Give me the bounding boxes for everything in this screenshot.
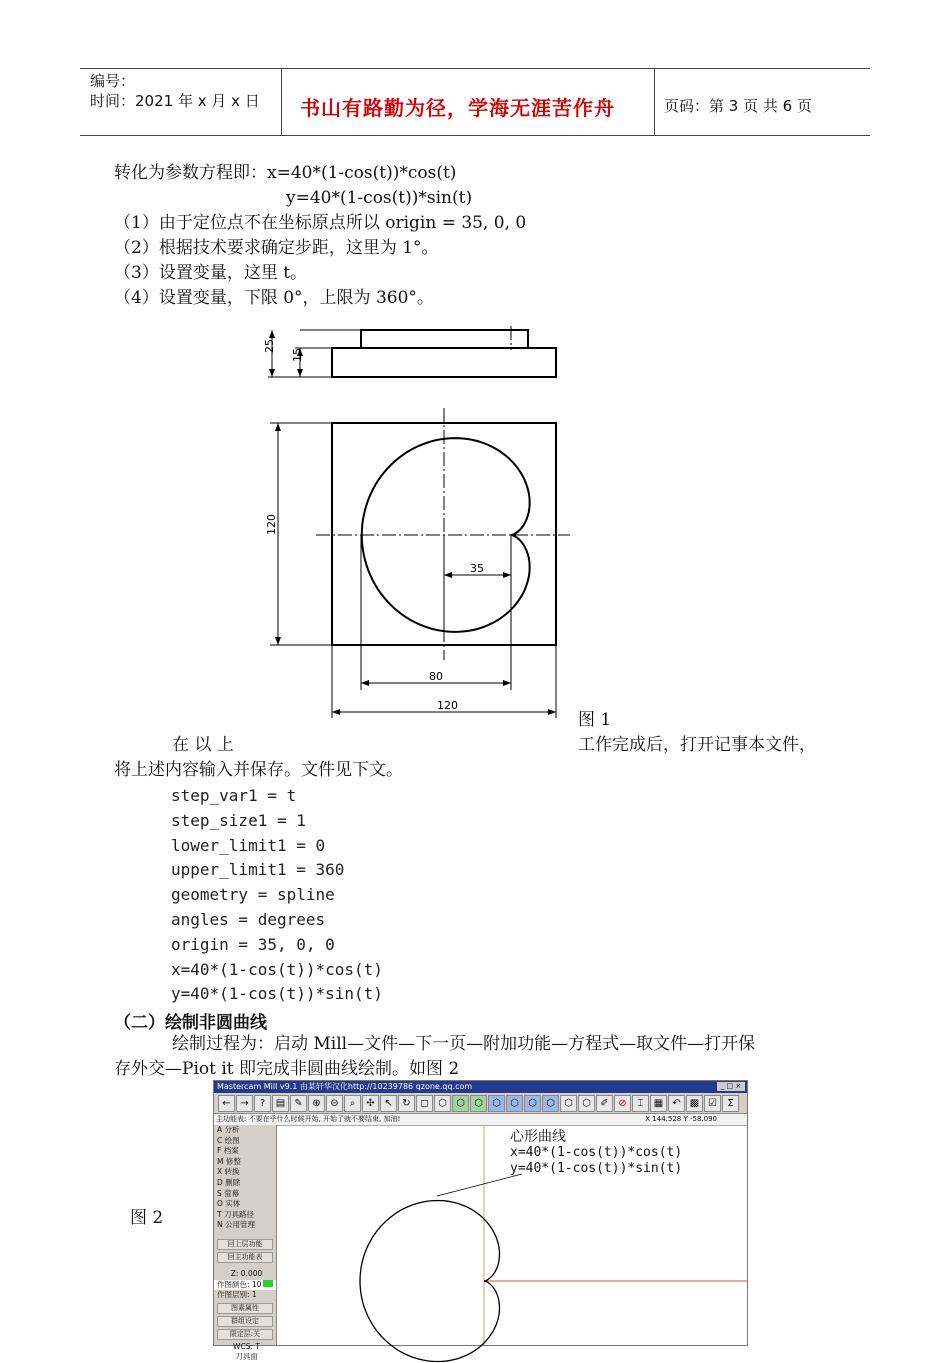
cplane-top-icon[interactable]: ⬡ [488,1095,505,1112]
code-line: upper_limit1 = 360 [171,860,345,880]
cube-alt-icon[interactable]: ⬡ [578,1095,595,1112]
edit-icon[interactable]: ✎ [290,1095,307,1112]
procedure-line-1: 绘制过程为：启动 Mill—文件—下一页—附加功能—方程式—取文件—打开保 [172,1034,756,1054]
step-1: （1）由于定位点不在坐标原点所以 origin = 35, 0, 0 [114,213,527,233]
code-line: lower_limit1 = 0 [171,835,326,855]
header-divider-2 [654,68,655,136]
tool-plane-setting[interactable]: 刀具面 [235,1352,258,1362]
dimension-icon[interactable]: ⌶ [632,1095,649,1112]
figure-1-drawing [250,320,580,720]
status-bar [214,1114,747,1126]
code-block [171,784,383,1007]
undo-icon[interactable]: ↶ [668,1095,685,1112]
menu-item-create[interactable]: C 绘图 [217,1135,240,1145]
view-side-icon[interactable]: ⬡ [452,1095,469,1112]
header-motto: 书山有路勤为径，学海无涯苦作舟 [300,96,615,120]
pan-icon[interactable]: ✣ [362,1095,379,1112]
z-depth[interactable]: Z: 0.000 [230,1268,263,1278]
header-divider-1 [281,68,282,136]
main-menu-button[interactable]: 回主功能表 [217,1252,273,1263]
color-setting[interactable] [214,1280,276,1291]
window-controls[interactable]: _ □ × [717,1082,745,1091]
view-iso-icon[interactable]: ⬡ [470,1095,487,1112]
figure-2-caption: 图 2 [130,1208,164,1228]
menu-item-xform[interactable]: X 转换 [217,1167,240,1177]
header-bottom-rule [80,135,870,136]
paint-icon[interactable]: ✐ [596,1095,613,1112]
file-icon[interactable]: ▤ [272,1095,289,1112]
leader-line [437,1174,522,1196]
procedure-line-2: 存外交—Piot it 即完成非圆曲线绘制。如图 2 [114,1059,460,1079]
dim-25: 25 [263,339,276,353]
curve-label-title: 心形曲线 [510,1129,566,1145]
paragraph-line-2: 将上述内容输入并保存。文件见下文。 [114,760,403,780]
main-menu [214,1125,277,1362]
dim-35: 35 [470,562,484,575]
dim-120-vertical: 120 [265,514,278,535]
doc-time-label: 时间：2021 年 x 月 x 日 [90,92,260,110]
forward-icon[interactable]: → [236,1095,253,1112]
paragraph-right-fragment: 工作完成后，打开记事本文件， [578,735,816,755]
cplane-side-icon[interactable]: ⬡ [524,1095,541,1112]
view-top-icon[interactable]: ◻ [416,1095,433,1112]
view-front-icon[interactable]: ⬡ [434,1095,451,1112]
step-4: （4）设置变量，下限 0°，上限为 360°。 [114,288,434,308]
menu-item-analyze[interactable]: A 分析 [217,1125,240,1134]
status-text: 主功能表: 不要在乎什么时候开始, 开始了就不要结束, 加油! [216,1115,401,1123]
mastercam-screenshot [213,1080,748,1362]
curve-label-x: x=40*(1-cos(t))*cos(t) [510,1145,683,1160]
dim-80: 80 [429,670,443,683]
zoom-icon[interactable]: ⌕ [344,1095,361,1112]
coordinate-readout: X 144.528 Y -58.090 [645,1115,717,1123]
window-titlebar [214,1081,747,1093]
back-menu-button[interactable]: 回上层功能 [217,1239,273,1250]
dim-120-horizontal: 120 [437,699,458,712]
groups-button[interactable]: 群组设定 [217,1316,273,1327]
select-icon[interactable]: ↖ [380,1095,397,1112]
window-title: Mastercam Mill v9.1 由某轩华汉化http://10239786 qzone.qq.com [217,1082,473,1091]
code-line: y=40*(1-cos(t))*sin(t) [171,984,383,1004]
doc-number-label: 编号： [90,72,136,90]
base-rect [332,348,556,377]
menu-item-modify[interactable]: M 修整 [217,1156,241,1166]
param-equation-line1: 转化为参数方程即：x=40*(1-cos(t))*cos(t) [114,163,457,183]
menu-item-file[interactable]: F 档案 [217,1146,239,1156]
figure-1-caption: 图 1 [578,710,612,730]
code-line: geometry = spline [171,885,335,905]
mask-button[interactable]: 限定层:关 [217,1329,273,1340]
sigma-icon[interactable]: Σ [722,1095,739,1112]
paragraph-left-fragment: 在 以 上 [172,735,234,755]
menu-item-screen[interactable]: S 萤幕 [217,1188,240,1198]
step-3: （3）设置变量，这里 t。 [114,263,308,283]
toolbar [214,1093,747,1114]
level-setting[interactable]: 作图层别: 1 [217,1290,257,1300]
cplane-iso-icon[interactable]: ⬡ [542,1095,559,1112]
step-2: （2）根据技术要求确定步距，这里为 1°。 [114,238,439,258]
menu-item-delete[interactable]: D 删除 [217,1177,241,1187]
code-line: angles = degrees [171,909,326,929]
page-number-label: 页码：第 3 页 共 6 页 [664,97,812,115]
back-icon[interactable]: ← [218,1095,235,1112]
zoom-out-icon[interactable]: ⊖ [326,1095,343,1112]
code-line: x=40*(1-cos(t))*cos(t) [171,959,383,979]
wcs-setting[interactable]: WCS: T [233,1341,260,1351]
attributes-button[interactable]: 图素属性 [217,1303,273,1314]
check-icon[interactable]: ☑ [704,1095,721,1112]
menu-item-nc-utils[interactable]: N 公用管理 [217,1220,255,1230]
cube-icon[interactable]: ⬡ [560,1095,577,1112]
grid-icon[interactable]: ▩ [686,1095,703,1112]
color-swatch [263,1280,273,1287]
code-line: origin = 35, 0, 0 [171,934,335,954]
heart-curve [360,1201,500,1362]
cancel-icon[interactable]: ⊘ [614,1095,631,1112]
code-line: step_size1 = 1 [171,810,306,830]
dim-15: 15 [291,348,304,362]
color-setting-label: 作图颜色: 10 [217,1279,262,1289]
boss-rect [361,330,528,348]
rotate-icon[interactable]: ↻ [398,1095,415,1112]
section-heading: （二）绘制非圆曲线 [114,1013,267,1033]
layers-icon[interactable]: ▦ [650,1095,667,1112]
param-equation-line2: y=40*(1-cos(t))*sin(t) [286,188,473,208]
menu-item-toolpaths[interactable]: T 刀具路径 [217,1209,254,1219]
cplane-front-icon[interactable]: ⬡ [506,1095,523,1112]
zoom-in-icon[interactable]: ⊕ [308,1095,325,1112]
help-icon[interactable]: ? [254,1095,271,1112]
code-line: step_var1 = t [171,786,297,805]
curve-label-y: y=40*(1-cos(t))*sin(t) [510,1161,683,1176]
header-top-rule [80,68,870,69]
menu-item-solids[interactable]: O 实体 [217,1199,241,1209]
